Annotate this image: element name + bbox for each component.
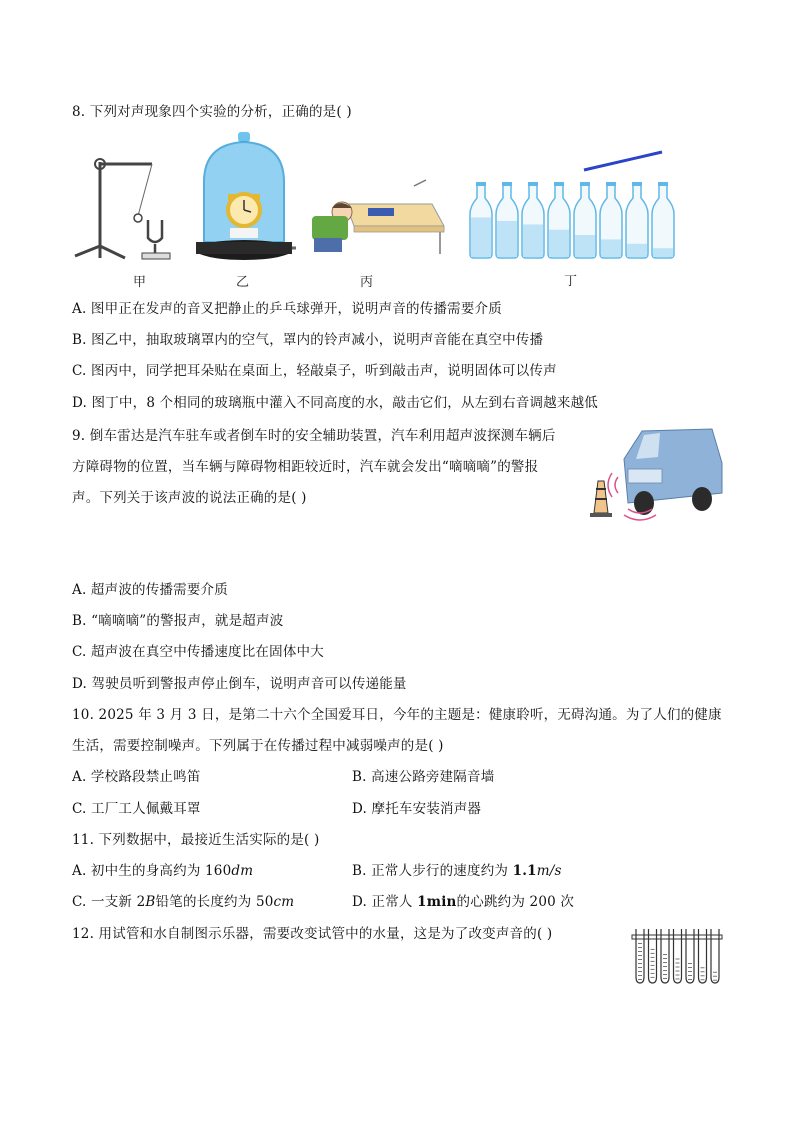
tube-rack <box>632 935 722 939</box>
figure-yi-bell-jar <box>192 132 296 272</box>
q9-option-a: A. 超声波的传播需要介质 <box>72 582 228 598</box>
figure-label-yi: 乙 <box>236 275 250 290</box>
test-tube <box>699 929 707 983</box>
test-tube <box>711 929 719 983</box>
bottle <box>522 182 544 258</box>
q12-stem: 12. 用试管和水自制图示乐器，需要改变试管中的水量，这是为了改变声音的( ) <box>72 926 553 942</box>
q10-stem-line-2: 生活，需要控制噪声。下列属于在传播过程中减弱噪声的是( ) <box>72 738 444 754</box>
bottle <box>470 182 492 258</box>
test-tube <box>686 929 694 983</box>
q9-option-d: D. 驾驶员听到警报声停止倒车，说明声音可以传递能量 <box>72 676 407 692</box>
bottle <box>626 182 648 258</box>
q11-option-a: A. 初中生的身高约为 160dm <box>72 863 254 879</box>
q10-stem-line-1: 10. 2025 年 3 月 3 日，是第二十六个全国爱耳日，今年的主题是：健康聆听，无碍沟通。为了人们的健康 <box>72 707 722 723</box>
q11-option-b: B. 正常人步行的速度约为 1.1m/s <box>352 863 562 879</box>
figure-test-tubes <box>632 927 724 985</box>
bottle <box>496 182 518 258</box>
q8-option-d: D. 图丁中，8 个相同的玻璃瓶中灌入不同高度的水，敲击它们，从左到右音调越来越低 <box>72 395 599 411</box>
q8-option-b: B. 图乙中，抽取玻璃罩内的空气，罩内的铃声减小，说明声音能在真空中传播 <box>72 332 544 348</box>
figure-jia-tuning-fork <box>70 150 190 265</box>
figure-bing-desk <box>306 178 446 258</box>
figure-label-jia: 甲 <box>133 275 147 290</box>
figure-reversing-car <box>584 423 724 527</box>
bottle <box>574 182 596 258</box>
q11-stem: 11. 下列数据中，最接近生活实际的是( ) <box>72 832 320 848</box>
q8-option-c: C. 图丙中，同学把耳朵贴在桌面上，轻敲桌子，听到敲击声，说明固体可以传声 <box>72 363 557 379</box>
q10-option-b: B. 高速公路旁建隔音墙 <box>352 769 495 785</box>
figure-ding-bottles <box>466 150 672 262</box>
q8-stem: 8. 下列对声现象四个实验的分析，正确的是( ) <box>72 104 352 120</box>
figure-label-ding: 丁 <box>564 274 578 289</box>
figure-label-bing: 丙 <box>360 275 374 290</box>
q8-option-a: A. 图甲正在发声的音叉把静止的乒乓球弹开，说明声音的传播需要介质 <box>72 301 502 317</box>
bottle <box>652 182 674 258</box>
q10-option-d: D. 摩托车安装消声器 <box>352 801 482 817</box>
bottle <box>548 182 570 258</box>
q9-stem-line-1: 9. 倒车雷达是汽车驻车或者倒车时的安全辅助装置，汽车利用超声波探测车辆后 <box>72 428 556 444</box>
q9-stem-line-2: 方障碍物的位置，当车辆与障碍物相距较近时，汽车就会发出“嘀嘀嘀”的警报 <box>72 459 539 475</box>
q9-option-b: B. “嘀嘀嘀”的警报声，就是超声波 <box>72 613 284 629</box>
q9-stem-line-3: 声。下列关于该声波的说法正确的是( ) <box>72 490 307 506</box>
bottle <box>600 182 622 258</box>
q9-option-c: C. 超声波在真空中传播速度比在固体中大 <box>72 644 324 660</box>
q11-option-d: D. 正常人 1min的心跳约为 200 次 <box>352 894 575 910</box>
stick <box>584 152 662 170</box>
test-tube <box>649 929 657 983</box>
q11-option-c: C. 一支新 2B铅笔的长度约为 50cm <box>72 894 295 910</box>
q10-option-c: C. 工厂工人佩戴耳罩 <box>72 801 201 817</box>
q10-option-a: A. 学校路段禁止鸣笛 <box>72 769 201 785</box>
